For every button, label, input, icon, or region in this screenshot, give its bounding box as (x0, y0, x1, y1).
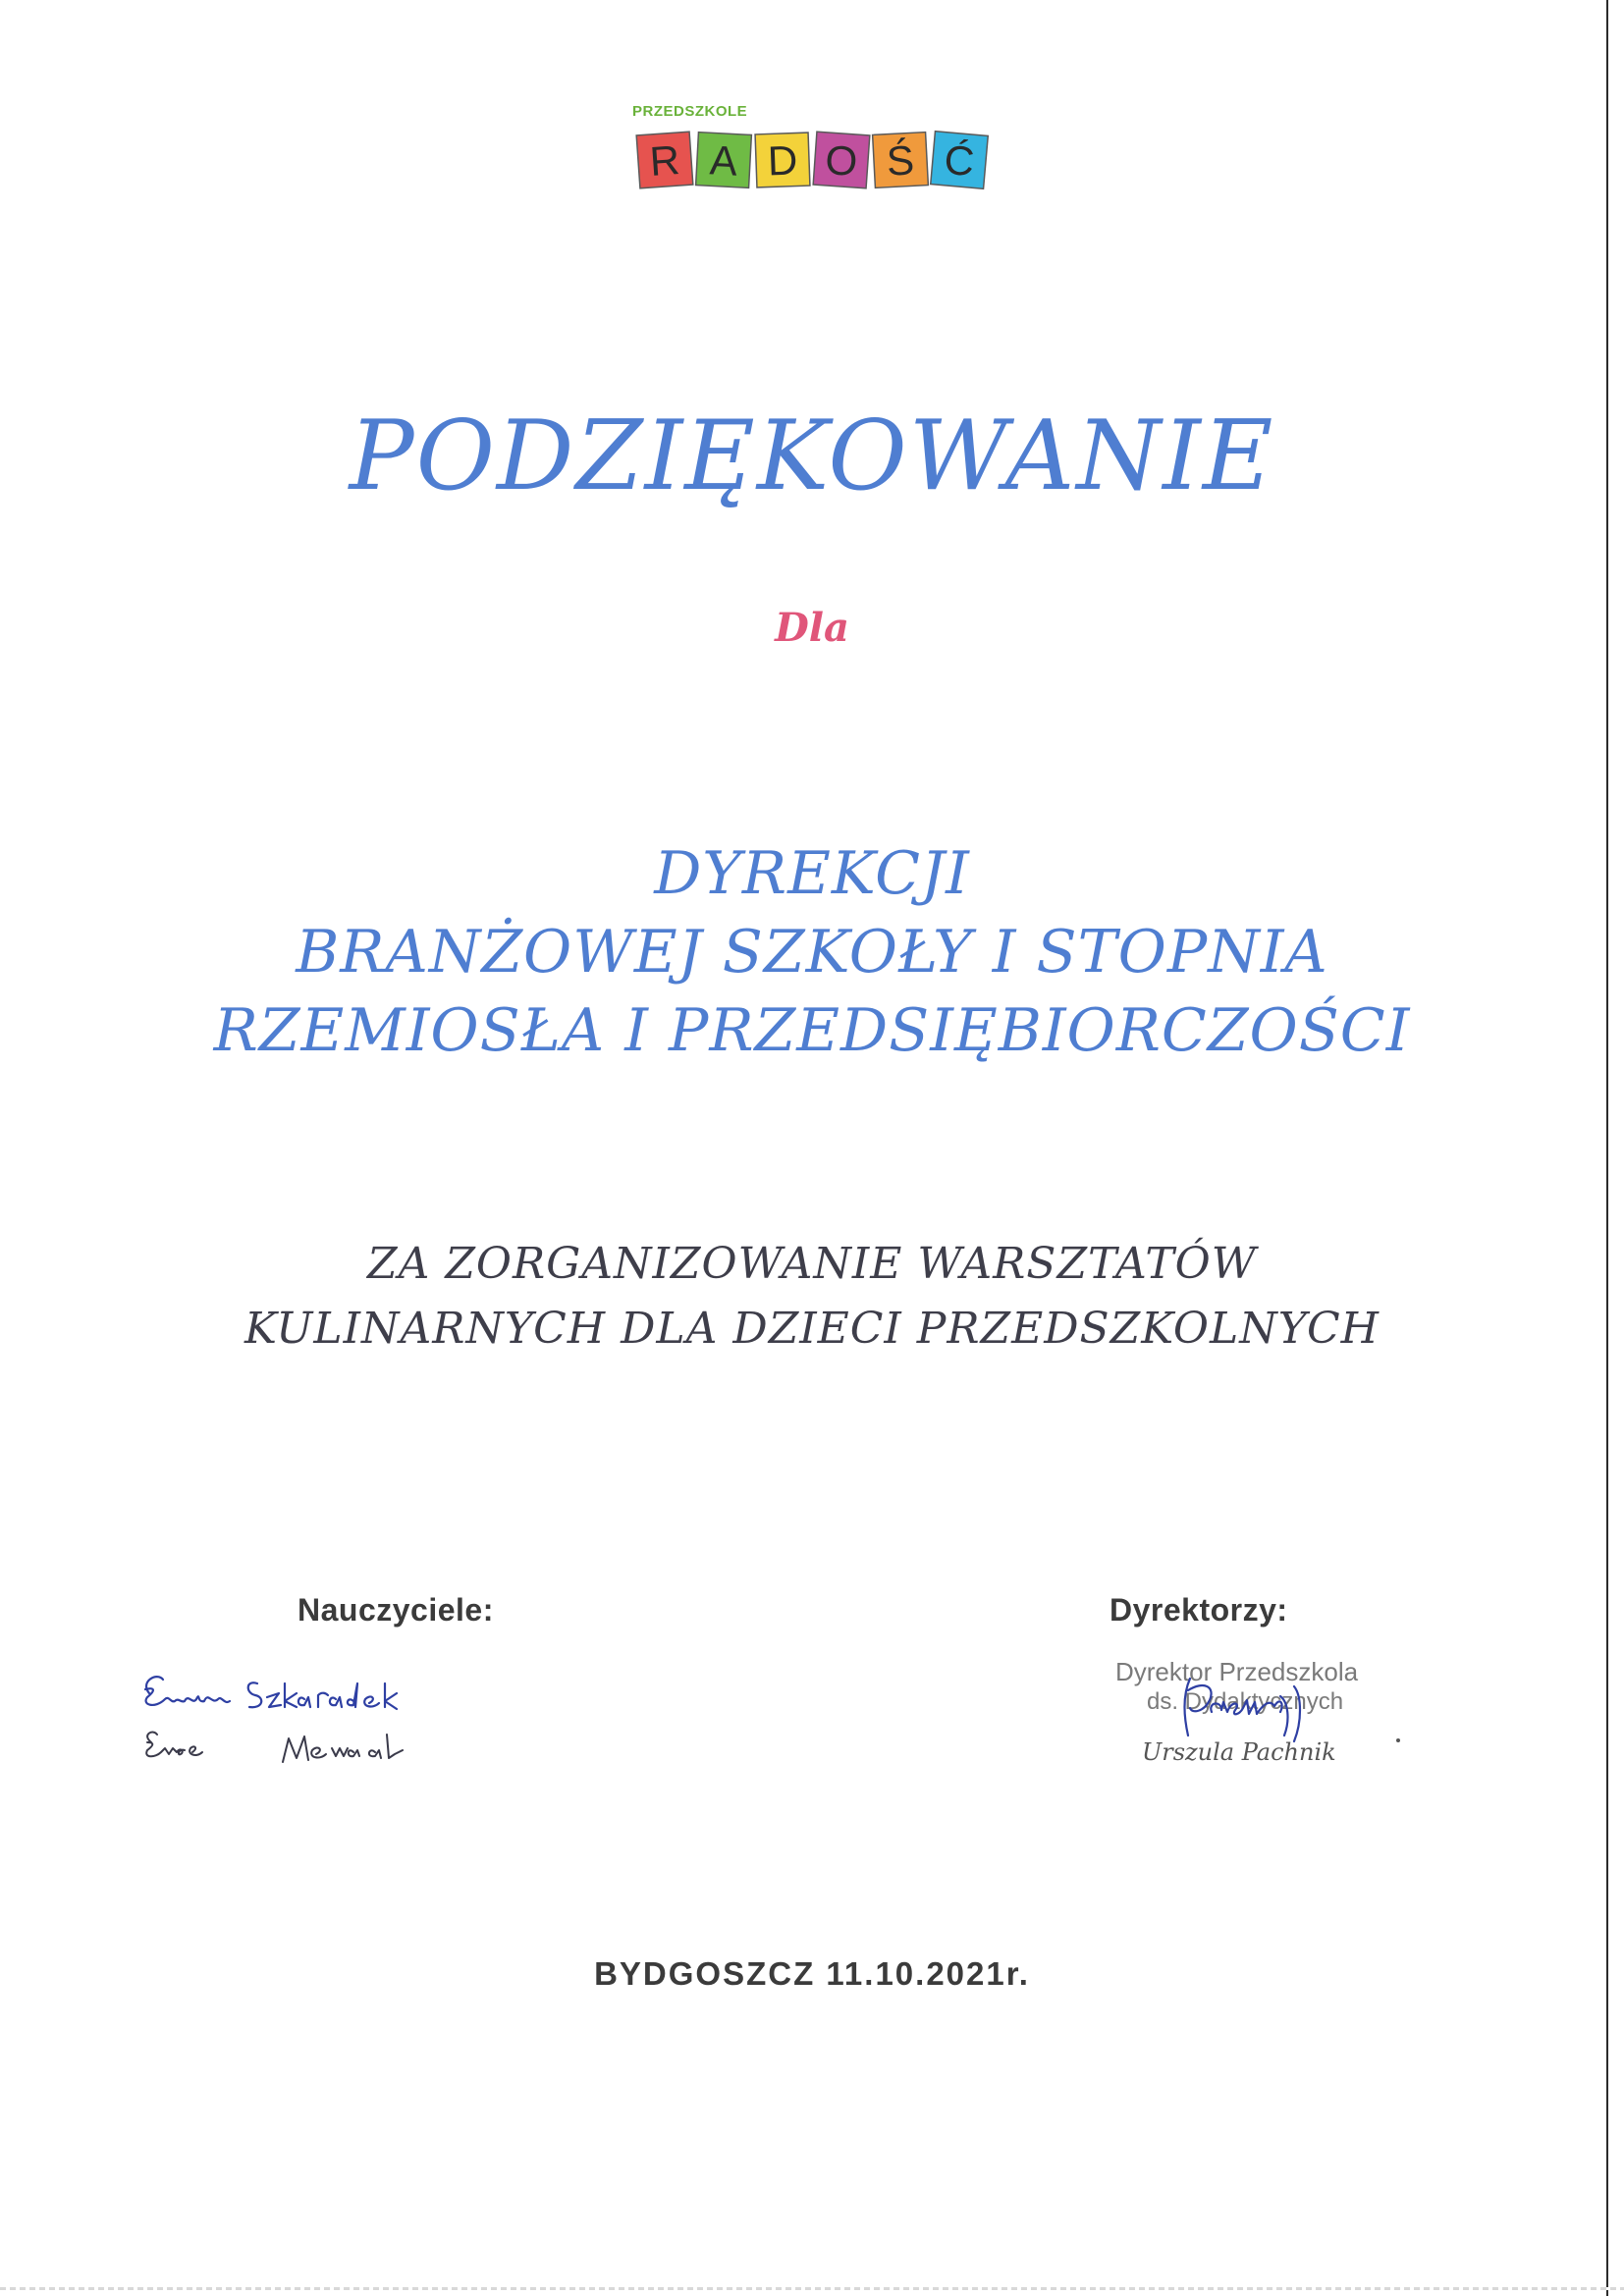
for-word: Dla (775, 605, 849, 651)
teachers-heading: Nauczyciele: (298, 1592, 494, 1628)
teachers-signatures (135, 1664, 509, 1791)
director-stamp (1108, 1657, 1402, 1780)
recipient-line: DYREKCJI (654, 839, 970, 908)
logo-letter: Ś (885, 136, 916, 185)
logo-letter: O (824, 135, 859, 186)
logo-tile (813, 132, 870, 188)
page-bottom-edge (0, 2287, 1624, 2290)
logo-letter: A (708, 136, 739, 185)
logo-tile (636, 132, 693, 188)
stamp-name: Urszula Pachnik (1142, 1738, 1336, 1766)
recipient-line: RZEMIOSŁA I PRZEDSIĘBIORCZOŚCI (213, 996, 1411, 1065)
certificate-title: PODZIĘKOWANIE (349, 400, 1275, 512)
logo-tile (696, 133, 752, 188)
reason-line: ZA ZORGANIZOWANIE WARSZTATÓW (367, 1239, 1257, 1289)
logo-tile (931, 132, 989, 189)
recipient-line: BRANŻOWEJ SZKOŁY I STOPNIA (296, 918, 1328, 987)
page-edge-shadow (1606, 0, 1608, 2296)
stamp-line2: ds. Dydaktycznych (1147, 1688, 1344, 1715)
signature-ewelina-szkaradek (145, 1677, 397, 1709)
logo-caption: PRZEDSZKOLE (632, 103, 748, 120)
recipient-block (0, 834, 1624, 1070)
logo-letter: Ć (942, 135, 977, 186)
stamp-line1: Dyrektor Przedszkola (1115, 1657, 1359, 1686)
logo-tile (873, 133, 929, 188)
logo-letter: D (767, 136, 799, 185)
logo-tile (755, 133, 810, 187)
reason-line: KULINARNYCH DLA DZIECI PRZEDSZKOLNYCH (244, 1304, 1380, 1354)
directors-heading: Dyrektorzy: (1110, 1592, 1288, 1628)
logo-tiles (630, 121, 1003, 209)
preschool-logo (630, 103, 1003, 211)
reason-block (0, 1232, 1624, 1362)
place-and-date: BYDGOSZCZ 11.10.2021r. (594, 1955, 1030, 1992)
signature-ewa-nowak (146, 1733, 403, 1762)
logo-letter: R (648, 135, 681, 185)
director-signature (1108, 1657, 1402, 1780)
